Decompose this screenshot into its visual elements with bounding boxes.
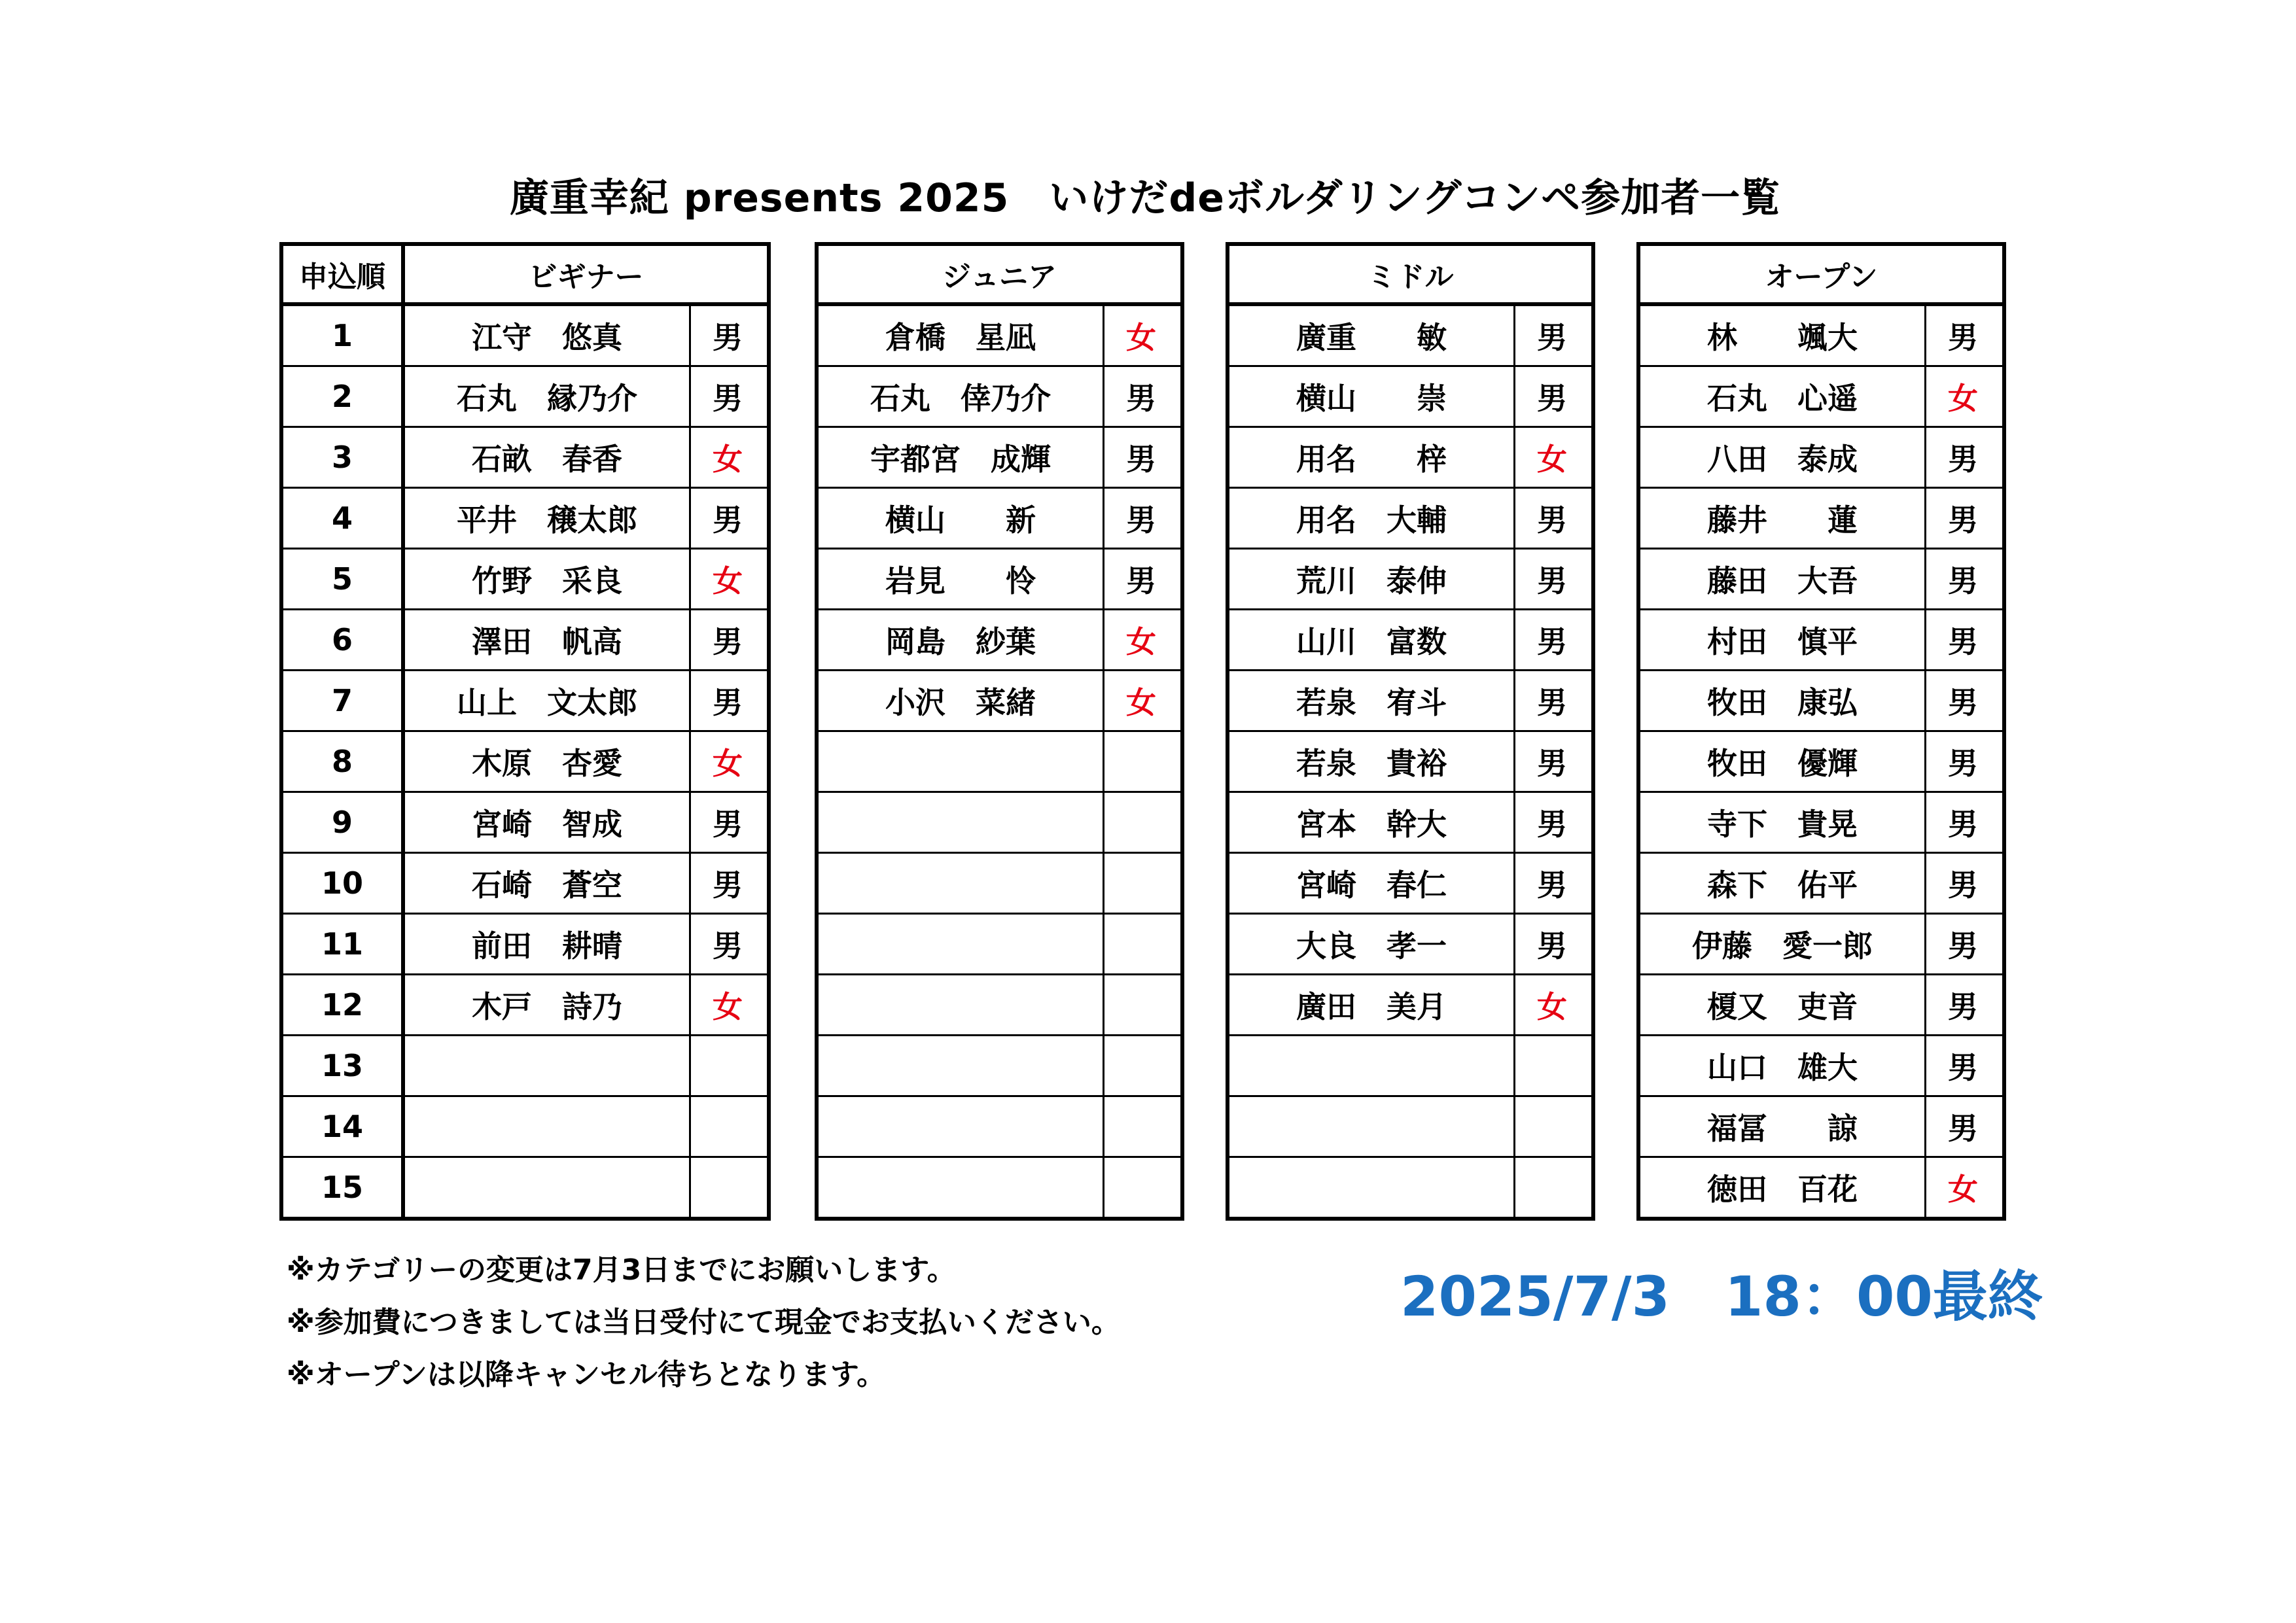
participant-name: 江守 悠真	[405, 306, 691, 365]
participant-name: 山川 富数	[1229, 610, 1515, 669]
table-row	[283, 913, 767, 973]
table-row	[819, 791, 1180, 852]
participant-sex: 女	[713, 563, 743, 599]
participant-sex: 男	[1537, 867, 1567, 903]
table-row	[1229, 487, 1591, 548]
note-open-waitlist: ※オープンは以降キャンセル待ちとなります。	[287, 1358, 886, 1391]
table-row	[1640, 306, 2002, 365]
participant-sex	[1104, 793, 1178, 852]
entry-number: 15	[283, 1158, 405, 1217]
participant-sex: 女	[713, 442, 743, 477]
participant-name	[1229, 1036, 1515, 1095]
participant-sex: 男	[713, 381, 743, 416]
table-row	[819, 1034, 1180, 1095]
table-row	[1640, 669, 2002, 730]
participant-sex: 男	[1537, 746, 1567, 781]
table-row	[1229, 1156, 1591, 1217]
table-row	[819, 487, 1180, 548]
table-row	[1229, 306, 1591, 365]
participant-sex: 女	[1948, 1172, 1978, 1207]
participant-name: 宮本 幹大	[1229, 793, 1515, 852]
number-header: 申込順	[283, 246, 405, 302]
participant-name: 竹野 采良	[405, 550, 691, 608]
participant-name: 森下 佑平	[1640, 854, 1926, 913]
table-row	[1229, 548, 1591, 608]
table-row	[1640, 913, 2002, 973]
table-row	[819, 852, 1180, 913]
participant-name: 石丸 倖乃介	[819, 367, 1104, 426]
participant-sex: 男	[1948, 442, 1978, 477]
participant-name	[819, 915, 1104, 973]
participant-name: 岡島 紗葉	[819, 610, 1104, 669]
entry-number: 5	[283, 550, 405, 608]
table-row	[283, 973, 767, 1034]
participant-sex: 男	[1948, 502, 1978, 538]
participant-name: 木戸 詩乃	[405, 975, 691, 1034]
participant-name: 小沢 菜緒	[819, 671, 1104, 730]
table-row	[1640, 365, 2002, 426]
participant-name: 牧田 優輝	[1640, 732, 1926, 791]
table-row	[283, 852, 767, 913]
table-row	[819, 669, 1180, 730]
table-row	[1229, 852, 1591, 913]
participant-name: 榎又 吏音	[1640, 975, 1926, 1034]
participant-sex: 男	[1948, 320, 1978, 355]
entry-number: 4	[283, 489, 405, 548]
participant-name: 若泉 貴裕	[1229, 732, 1515, 791]
participant-name	[819, 1097, 1104, 1156]
table-row	[819, 426, 1180, 487]
page-title: 廣重幸紀 presents 2025 いけだdeボルダリングコンペ参加者一覧	[509, 175, 1781, 221]
participant-sex	[691, 1097, 764, 1156]
table-row	[1640, 1034, 2002, 1095]
participant-name: 石崎 蒼空	[405, 854, 691, 913]
participant-sex: 男	[1537, 624, 1567, 659]
table-row	[1229, 608, 1591, 669]
participant-sex: 男	[1126, 502, 1156, 538]
participant-name: 八田 泰成	[1640, 428, 1926, 487]
table-row	[1640, 548, 2002, 608]
table-row	[1229, 730, 1591, 791]
participant-name	[819, 975, 1104, 1034]
table-row	[819, 608, 1180, 669]
table-junior	[815, 242, 1184, 1221]
participant-sex	[1515, 1158, 1589, 1217]
participant-name: 寺下 貴晃	[1640, 793, 1926, 852]
participant-sex	[1104, 854, 1178, 913]
participant-name	[819, 793, 1104, 852]
participant-name: 岩見 怜	[819, 550, 1104, 608]
participant-sex: 男	[1126, 563, 1156, 599]
table-row	[283, 1156, 767, 1217]
table-row	[1229, 365, 1591, 426]
participant-name: 宮崎 春仁	[1229, 854, 1515, 913]
entry-number: 14	[283, 1097, 405, 1156]
table-header	[1229, 246, 1591, 306]
category-header: ミドル	[1367, 260, 1454, 294]
table-row	[1229, 913, 1591, 973]
table-header	[1640, 246, 2002, 306]
participant-name: 石畝 春香	[405, 428, 691, 487]
participant-sex: 女	[1537, 442, 1567, 477]
participant-sex: 男	[713, 807, 743, 842]
table-row	[283, 365, 767, 426]
participant-sex	[1104, 915, 1178, 973]
participant-name: 林 颯大	[1640, 306, 1926, 365]
deadline-text: 2025/7/3 18：00最終	[1400, 1265, 2043, 1329]
participant-sex: 女	[1948, 381, 1978, 416]
participant-name: 牧田 康弘	[1640, 671, 1926, 730]
participant-sex: 男	[713, 502, 743, 538]
table-row	[819, 913, 1180, 973]
participant-name: 福冨 諒	[1640, 1097, 1926, 1156]
table-row	[819, 730, 1180, 791]
participant-name: 平井 穣太郎	[405, 489, 691, 548]
entry-number: 1	[283, 306, 405, 365]
participant-name: 若泉 宥斗	[1229, 671, 1515, 730]
participant-sex	[1104, 975, 1178, 1034]
participant-name: 藤田 大吾	[1640, 550, 1926, 608]
table-row	[819, 548, 1180, 608]
entry-number: 2	[283, 367, 405, 426]
table-row	[1640, 730, 2002, 791]
participant-sex: 女	[1126, 320, 1156, 355]
participant-name	[405, 1158, 691, 1217]
table-row	[1640, 426, 2002, 487]
participant-name: 廣重 敏	[1229, 306, 1515, 365]
participant-sex	[1104, 1158, 1178, 1217]
participant-name: 荒川 泰伸	[1229, 550, 1515, 608]
participant-sex: 女	[713, 746, 743, 781]
table-beginner	[279, 242, 771, 1221]
participant-sex: 男	[1948, 746, 1978, 781]
participant-sex: 女	[1126, 685, 1156, 720]
table-row	[283, 1034, 767, 1095]
table-row	[283, 548, 767, 608]
table-row	[283, 730, 767, 791]
participant-name: 倉橋 星凪	[819, 306, 1104, 365]
participant-name: 横山 新	[819, 489, 1104, 548]
participant-name: 澤田 帆高	[405, 610, 691, 669]
category-header: オープン	[1765, 260, 1878, 294]
table-row	[283, 791, 767, 852]
table-row	[1640, 791, 2002, 852]
participant-name	[405, 1036, 691, 1095]
participant-sex: 男	[1126, 381, 1156, 416]
participant-name: 石丸 縁乃介	[405, 367, 691, 426]
table-row	[283, 487, 767, 548]
participant-sex: 男	[1537, 381, 1567, 416]
table-row	[819, 973, 1180, 1034]
participant-name: 徳田 百花	[1640, 1158, 1926, 1217]
participant-name: 横山 崇	[1229, 367, 1515, 426]
participant-sex: 男	[713, 624, 743, 659]
participant-name: 廣田 美月	[1229, 975, 1515, 1034]
table-row	[283, 306, 767, 365]
table-row	[1229, 426, 1591, 487]
table-row	[283, 1095, 767, 1156]
participant-name: 伊藤 愛一郎	[1640, 915, 1926, 973]
participant-sex: 男	[1948, 1050, 1978, 1085]
entry-number: 8	[283, 732, 405, 791]
participant-name: 石丸 心遥	[1640, 367, 1926, 426]
participant-sex	[1104, 732, 1178, 791]
participant-sex: 男	[1537, 563, 1567, 599]
participant-sex: 女	[1126, 624, 1156, 659]
participant-sex: 男	[1948, 928, 1978, 964]
participant-name: 山口 雄大	[1640, 1036, 1926, 1095]
participant-sex: 男	[1948, 685, 1978, 720]
participant-name: 宮崎 智成	[405, 793, 691, 852]
participant-name: 宇都宮 成輝	[819, 428, 1104, 487]
participant-name	[405, 1097, 691, 1156]
table-row	[1640, 1095, 2002, 1156]
participant-name: 山上 文太郎	[405, 671, 691, 730]
participant-name	[819, 732, 1104, 791]
table-row	[1229, 791, 1591, 852]
participant-sex: 男	[1948, 624, 1978, 659]
table-header	[283, 246, 767, 306]
participant-name: 村田 慎平	[1640, 610, 1926, 669]
participant-sex: 男	[1537, 928, 1567, 964]
participant-sex: 男	[1948, 989, 1978, 1024]
table-row	[1229, 1095, 1591, 1156]
participant-sex: 男	[1948, 563, 1978, 599]
table-row	[819, 1156, 1180, 1217]
table-row	[283, 426, 767, 487]
participant-name: 大良 孝一	[1229, 915, 1515, 973]
table-row	[1640, 973, 2002, 1034]
participant-name: 木原 杏愛	[405, 732, 691, 791]
table-middle	[1226, 242, 1595, 1221]
category-header: ビギナー	[528, 260, 644, 294]
table-row	[1640, 1156, 2002, 1217]
entry-number: 7	[283, 671, 405, 730]
participant-sex	[691, 1158, 764, 1217]
participant-sex: 女	[713, 989, 743, 1024]
participant-sex: 男	[1948, 867, 1978, 903]
participant-sex	[1104, 1097, 1178, 1156]
participant-sex: 男	[713, 928, 743, 964]
entry-number: 10	[283, 854, 405, 913]
participant-name: 藤井 蓮	[1640, 489, 1926, 548]
participant-name	[1229, 1158, 1515, 1217]
participant-sex: 男	[1948, 1111, 1978, 1146]
table-row	[819, 1095, 1180, 1156]
entry-number: 6	[283, 610, 405, 669]
participant-sex: 女	[1537, 989, 1567, 1024]
entry-number: 9	[283, 793, 405, 852]
participant-sex: 男	[713, 685, 743, 720]
note-fee: ※参加費につきましては当日受付にて現金でお支払いください。	[287, 1306, 1120, 1339]
table-row	[1640, 852, 2002, 913]
participant-name	[1229, 1097, 1515, 1156]
participant-name: 用名 大輔	[1229, 489, 1515, 548]
participant-sex	[1515, 1097, 1589, 1156]
category-header: ジュニア	[942, 260, 1057, 294]
table-header	[819, 246, 1180, 306]
participant-sex: 男	[1537, 685, 1567, 720]
participant-sex: 男	[1537, 502, 1567, 538]
participant-sex: 男	[1537, 807, 1567, 842]
participant-sex	[691, 1036, 764, 1095]
table-open	[1636, 242, 2006, 1221]
entry-number: 13	[283, 1036, 405, 1095]
entry-number: 3	[283, 428, 405, 487]
table-row	[1229, 1034, 1591, 1095]
participant-sex	[1515, 1036, 1589, 1095]
table-row	[1640, 487, 2002, 548]
participant-sex: 男	[1948, 807, 1978, 842]
table-row	[1229, 973, 1591, 1034]
participant-name	[819, 1158, 1104, 1217]
participant-sex: 男	[713, 867, 743, 903]
table-row	[819, 365, 1180, 426]
participant-name: 用名 梓	[1229, 428, 1515, 487]
participant-sex: 男	[1126, 442, 1156, 477]
entry-number: 12	[283, 975, 405, 1034]
participant-sex	[1104, 1036, 1178, 1095]
participant-sex: 男	[1537, 320, 1567, 355]
participant-sex: 男	[713, 320, 743, 355]
participant-name	[819, 1036, 1104, 1095]
table-row	[283, 608, 767, 669]
table-row	[283, 669, 767, 730]
table-row	[1229, 669, 1591, 730]
note-category-change: ※カテゴリーの変更は7月3日までにお願いします。	[287, 1253, 956, 1287]
table-row	[1640, 608, 2002, 669]
entry-number: 11	[283, 915, 405, 973]
table-row	[819, 306, 1180, 365]
participant-name: 前田 耕晴	[405, 915, 691, 973]
participant-name	[819, 854, 1104, 913]
